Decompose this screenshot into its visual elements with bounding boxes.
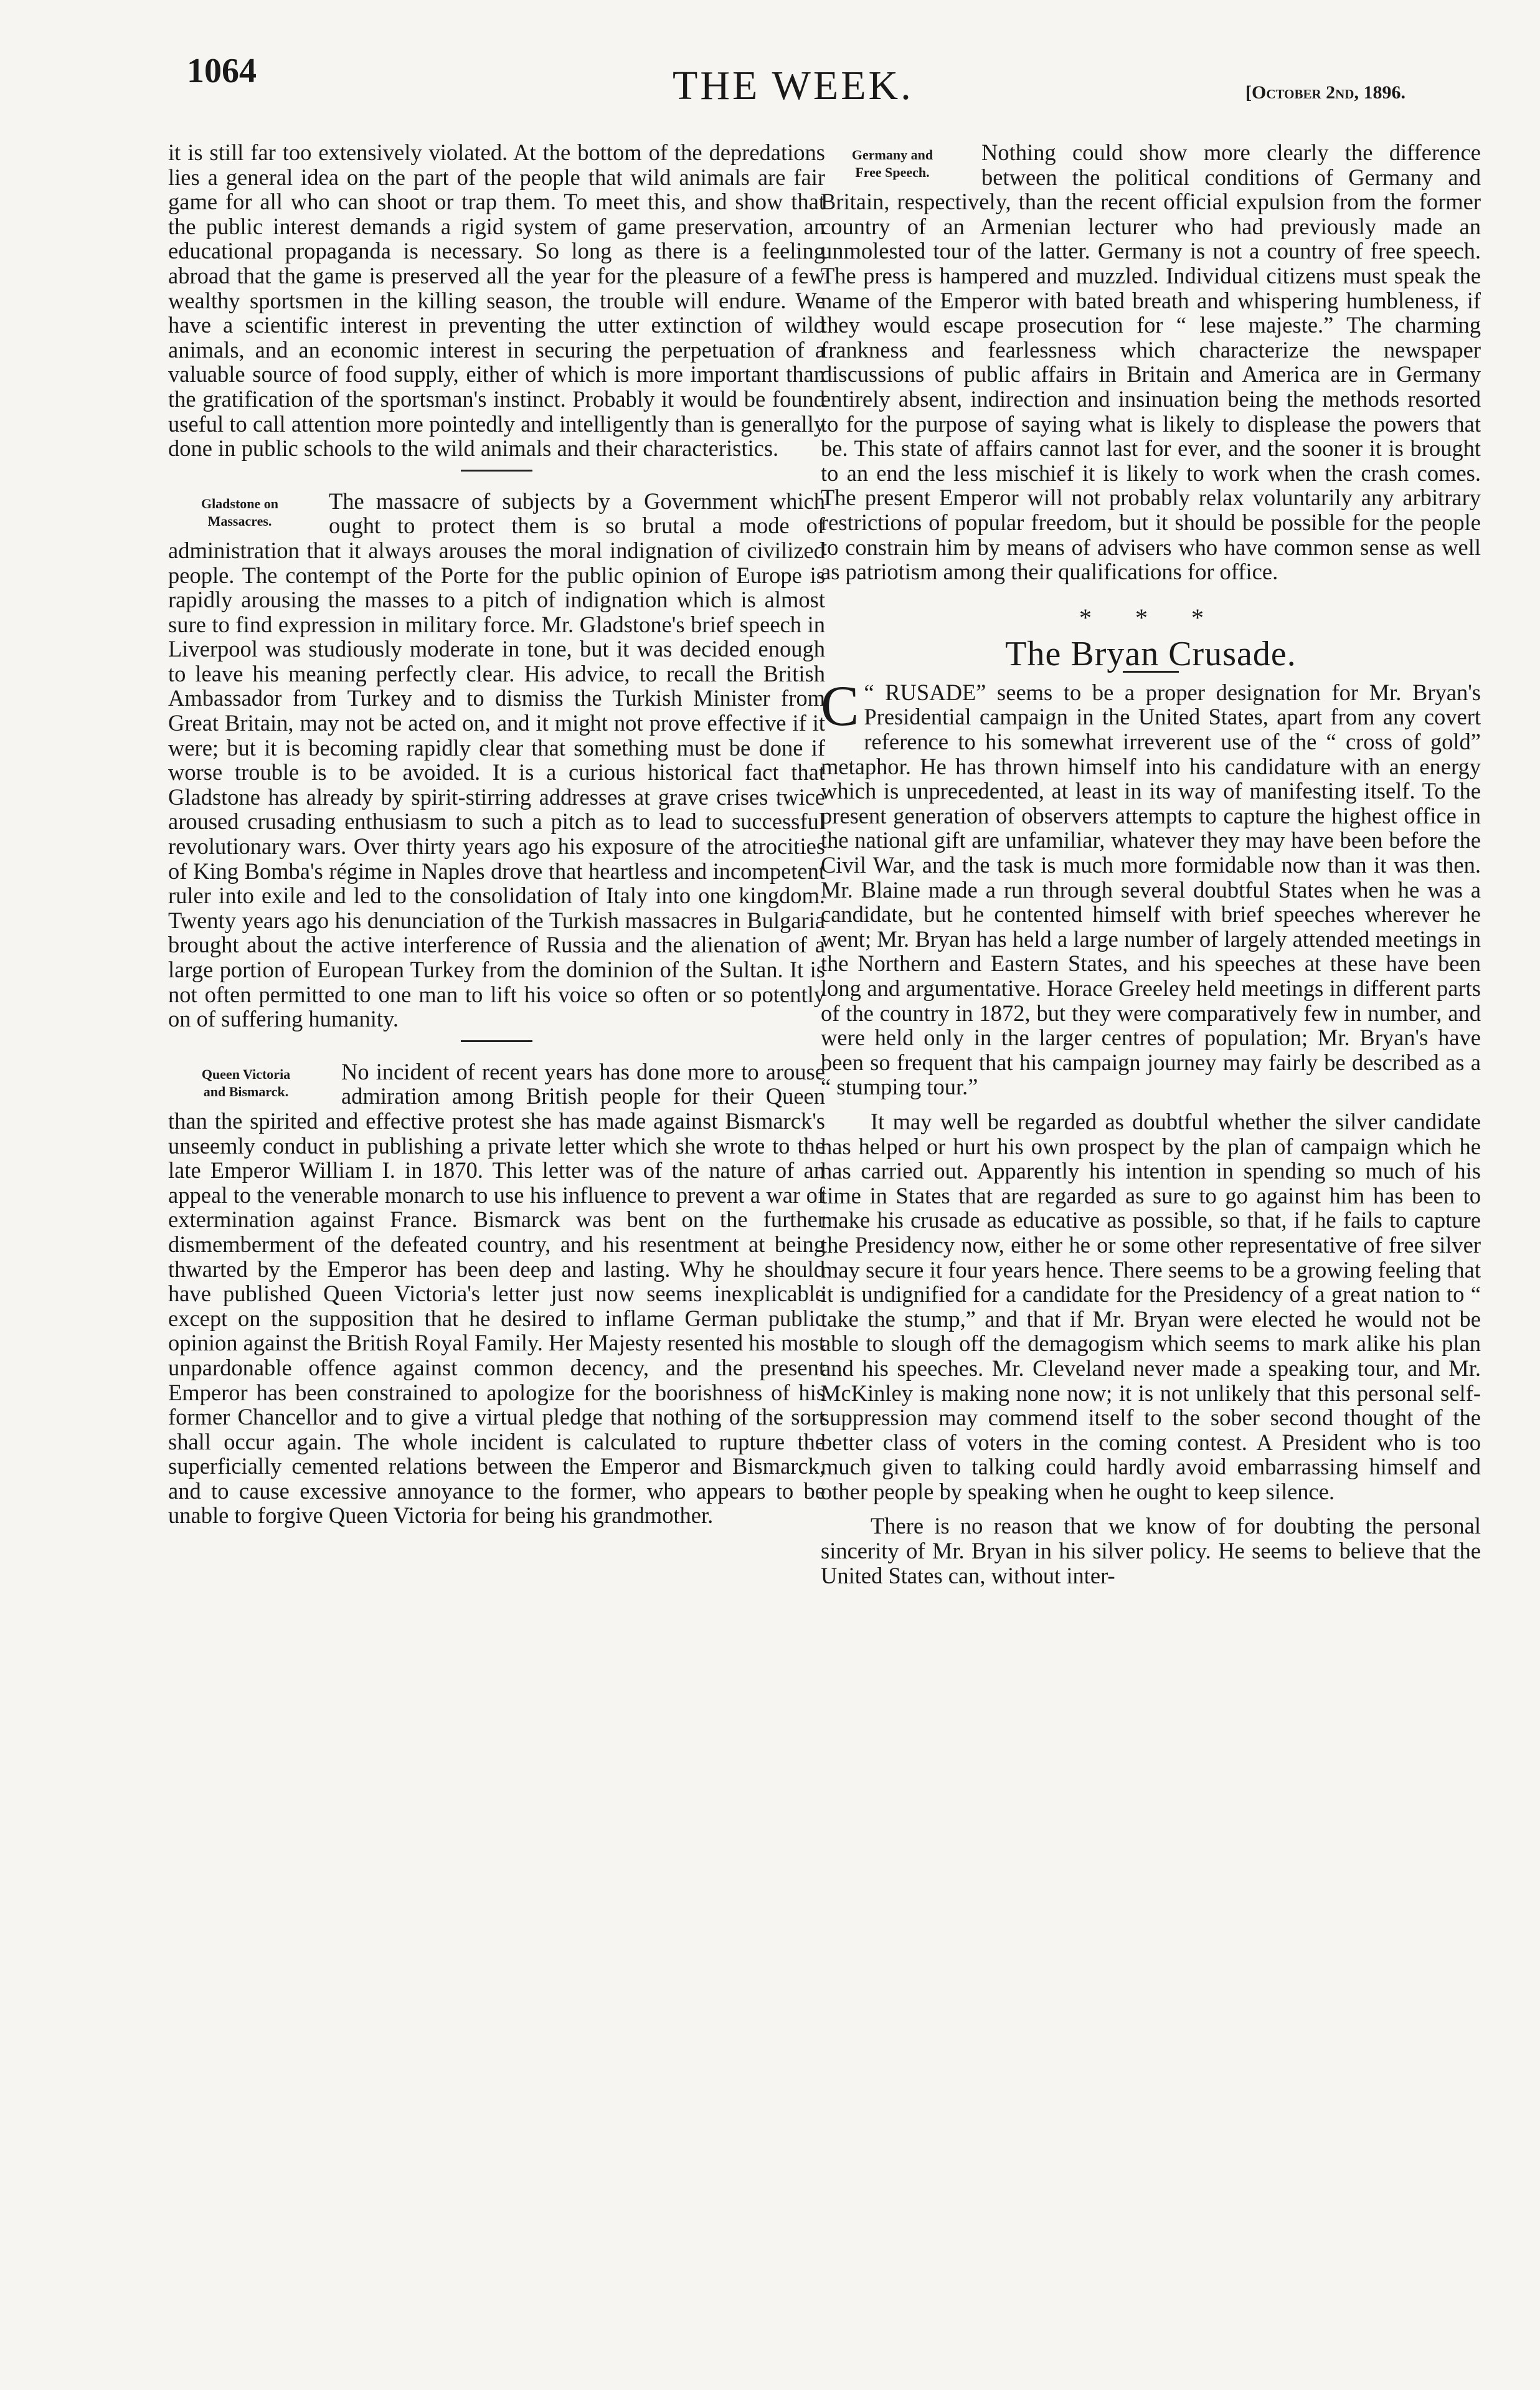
queen-victoria-text: No incident of recent years has done more to arouse admiration among British people for their Queen than the spirited and effective protest she has made against Bismarck's unseemly conduct in publishing a private letter which she wrote to the late Emperor William I. in 1870. This letter was of the nature of an appeal to the venerable monarch to use his influence to prevent a war of extermination against France. Bismarck was bent on the further dismemberment of the defeated country, and his resentment at being thwarted by the Emperor has been deep and lasting. Why he should have published Queen Victoria's letter just now seems inexplicable except on the supposition that he desired to inflame German public opinion against the British Royal Family. Her Majesty resented his most unpardonable offence against common decency, and the present Emperor has been constrained to apologize for the boorishness of his former Chancellor and to give a virtual pledge that nothing of the sort shall occur again. The whole incident is calculated to rupture the superficially cemented relations between the Emperor and Bismarck, and to cause excessive annoyance to the former, who appears to be unable to forgive Queen Victoria for being his grandmother. — [168, 1058, 825, 1529]
gladstone-text: The massacre of subjects by a Government which ought to protect them is so brutal a mode of administration that it always arouses the moral indignation of civilized people. The contempt of the Porte for the public opinion of Europe is rapidly arousing the masses to a pitch of indignation which is almost sure to find expression in military force. Mr. Gladstone's brief speech in Liverpool was studiously moderate in tone, but it was decided enough to leave his meaning perfectly clear. His advice, to recall the British Ambassador from Turkey and to dismiss the Turkish Minister from Great Britain, may not be acted on, and it might not prove effective if it were; but it is becoming rapidly clear that something must be done if worse trouble is to be avoided. It is a curious historical fact that Gladstone has already by spirit-stirring addresses at grave crises twice aroused crusading enthusiasm to such a pitch as to lead to successful revolutionary wars. Over thirty years ago his exposure of the atrocities of King Bomba's régime in Naples drove that heartless and incompetent ruler into exile and led to the consolidation of Italy into one kingdom. Twenty years ago his denunciation of the Turkish massacres in Bulgaria brought about the active interference of Russia and the alienation of a large portion of European Turkey from the dominion of the Sultan. It is not often permitted to one man to lift his voice so often or so potently on of suffering humanity. — [168, 488, 825, 1032]
game-preservation-paragraph: it is still far too extensively violated. At the bottom of the depredations lies a general idea on the part of the people that wild animals are fair game for all who can shoot or trap them. To meet this, and show that the public interest demands a rigid system of game preservation, an educational propaganda is necessary. So long as there is a feeling abroad that the game is preserved all the year for the pleasure of a few wealthy sportsmen in the killing season, the trouble will endure. We have a scientific interest in preventing the utter extinction of wild animals, and an economic interest in securing the perpetuation of a valuable source of food supply, either of which is more important than the gratification of the sportsman's instinct. Probably it would be found useful to call attention more pointedly and intelligently than is generally done in public schools to the wild animals and their characteristics. — [168, 140, 825, 462]
gladstone-article — [168, 489, 825, 1031]
bryan-paragraph-1 — [821, 673, 1481, 1100]
bryan-paragraph-1-text: RUSADE” seems to be a proper designation for Mr. Bryan's Presidential campaign in the United States, apart from any covert reference to his somewhat irreverent use of the “ cross of gold” metaphor. He has thrown himself into his candidature with an energy which is unprecedented, at least in its way of manifesting itself. To the present generation of observers attempts to capture the highest office in the national gift are unfamiliar, whatever they may have been before the Civil War, and the task is much more formidable now than it was then. Mr. Blaine made a run through several doubtful States when he was a candidate, but he contented himself with brief speeches wherever he went; Mr. Bryan has held a large number of largely attended meetings in the Northern and Eastern States, and his speeches at these have been long and argumentative. Horace Greeley held meetings in different parts of the country in 1872, but they were comparatively few in number, and were held only in the larger centres of population; Mr. Bryan's have been so frequent that his campaign journey may fairly be described as a “ stumping tour.” — [821, 679, 1481, 1100]
section-divider — [461, 1040, 532, 1042]
bryan-paragraph-2: It may well be regarded as doubtful whether the silver candidate has helped or hurt his own prospect by the plan of campaign which he has carried out. Apparently his intention in spending so much of his time in States that are regarded as sure to go against him has been to make his crusade as educative as possible, so that, if he fails to capture the Presidency now, either he or some other representative of free silver may secure it four years hence. There seems to be a growing feeling that it is undignified for a candidate for the Presidency of a great nation to “ take the stump,” and that if Mr. Bryan were elected he would not be able to slough off the demagogism which seems to mark alike his plan and his speeches. Mr. Cleveland never made a speaking tour, and Mr. McKinley is making none now; it is not unlikely that this personal self-suppression may commend itself to the sober second thought of the better class of voters in the coming contest. A President who is too much given to talking could hardly avoid embarrassing himself and other people by speaking when he ought to keep silence. — [821, 1108, 1481, 1504]
bryan-paragraph-3: There is no reason that we know of for doubting the personal sincerity of Mr. Bryan in his silver policy. He seems to believe that the United States can, without inter- — [821, 1513, 1481, 1588]
issue-date: [October 2nd, 1896. — [1245, 82, 1405, 103]
drop-cap-letter: C — [821, 673, 859, 737]
gladstone-side-heading: Gladstone on Massacres. — [201, 495, 279, 529]
germany-side-heading: Germany and Free Speech. — [851, 147, 933, 180]
left-column — [168, 140, 825, 1528]
page-header — [0, 0, 1540, 131]
queen-victoria-article — [168, 1060, 825, 1528]
right-column — [821, 140, 1481, 1588]
germany-text: Nothing could show more clearly the difference between the political conditions of Germany and Britain, respectively, than the recent official expulsion from the former country of an Armenian lecturer who had previously made an unmolested tour of the latter. Germany is not a country of free speech. The press is hampered and muzzled. Individual citizens must speak the name of the Emperor with bated breath and whispering humbleness, if they would escape prosecution for “ lese majeste.” The charming frankness and fearlessness which characterize the newspaper discussions of public affairs in Britain and America are in Germany entirely absent, indirection and insinuation being the methods resorted to for the purpose of saying what is likely to displease the powers that be. This state of affairs cannot last for ever, and the sooner it is brought to an end the less mischief it is likely to work when the crash comes. The present Emperor will not probably relax voluntarily any arbitrary restrictions of popular freedom, but it should be possible for the people to constrain him by means of advisers who have common sense as well as patriotism among their qualifications for office. — [821, 140, 1481, 585]
queen-victoria-side-heading: Queen Victoria and Bismarck. — [201, 1066, 291, 1099]
section-divider — [461, 470, 532, 472]
bryan-crusade-title: The Bryan Crusade. — [1005, 635, 1297, 674]
separator-stars: * * * — [1079, 603, 1222, 632]
germany-article — [821, 140, 1481, 584]
masthead-title: THE WEEK. — [673, 63, 914, 108]
page-number: 1064 — [187, 52, 257, 90]
opening-quote: “ — [864, 679, 874, 705]
